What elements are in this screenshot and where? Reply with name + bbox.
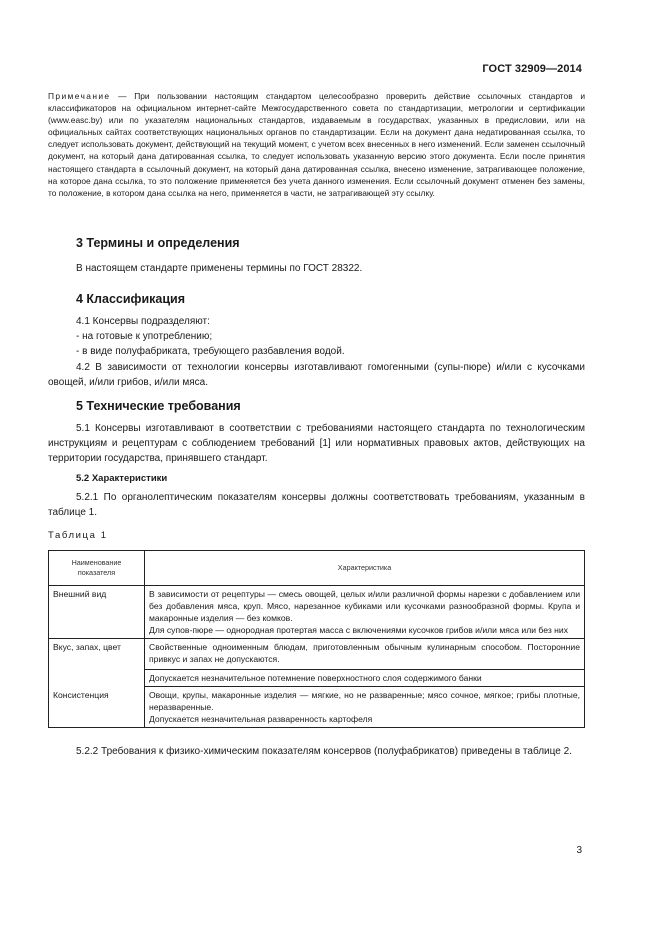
clause-5-2-2: 5.2.2 Требования к физико-химическим показателям консервов (полуфабрикатов) приведены в таблице 2. [76,746,572,757]
column-header-name: Наименование показателя [49,551,145,586]
table-row [49,639,585,670]
column-header-value: Характеристика [145,551,585,586]
clause-5-2-1: 5.2.1 По органолептическим показателям консервы должны соответствовать требованиям, указанным в таблице 1. [48,492,585,519]
row-label-consistency: Консистенция [49,687,145,728]
section-4-title: 4 Классификация [76,292,186,306]
table-1 [48,550,585,728]
clause-4-1: 4.1 Консервы подразделяют: [76,316,210,327]
section-3-text: В настоящем стандарте применены термины по ГОСТ 28322. [76,263,363,274]
page-number: 3 [576,845,582,856]
row-label-appearance: Внешний вид [49,586,145,639]
table-row [49,687,585,728]
standard-code: ГОСТ 32909—2014 [482,63,582,75]
section-4-body [48,314,585,390]
section-5-title: 5 Технические требования [76,399,241,413]
note-text: — При пользовании настоящим стандартом целесообразно проверить действие ссылочных стандартов и классификаторов на официальном интернет-сайте Межгосударственного совета по стандартизации, метрологии и сертификации (www.easc.by) или по указателям национальных стандартов, издаваемым в государствах, указанных в предисловии, или на официальных сайтах соответствующих национальных органов по стандартизации. Если на документ дана недатированная ссылка, то следует использовать документ, действующий на текущий момент, с учетом всех внесенных в него изменений. Если заменен ссылочный документ, на который дана датированная ссылка, то следует использовать указанную версию этого документа. Если после принятия настоящего стандарта в ссылочный документ, на который дана датированная ссылка, внесено изменение, затрагивающее положение, на которое дана ссылка, то это положение применяется без учета данного изменения. Если ссылочный документ отменен без замены, то положение, в котором дана ссылка на него, применяется в части, не затрагивающей эту ссылку. [48,91,585,198]
clause-4-1-item-2: - в виде полуфабриката, требующего разбавления водой. [76,346,345,358]
row-value-taste: Свойственные одноименным блюдам, приготовленным обычным кулинарным способом. Посторонние привкус и запах не допускаются. [145,639,585,670]
clause-4-2: 4.2 В зависимости от технологии консервы изготавливают гомогенными (супы-пюре) и/или с кусочками овощей, и/или грибов, и/или мяса. [48,361,585,388]
clause-5-2-title: 5.2 Характеристики [76,473,168,484]
appearance-text-1: В зависимости от рецептуры — смесь овощей, целых и/или различной формы нарезки с добавлением или без добавления мяса, круп. Мясо, нарезанное кубиками или кусочками разнообразной формы. Крупа и макаронные изделия — без комков. [149,589,580,623]
consistency-text-1: Овощи, крупы, макаронные изделия — мягкие, но не разваренные; мясо сочное, мягкое; грибы плотные, неразваренные. [149,690,580,712]
consistency-text-2: Допускается незначительная разваренность картофеля [149,714,373,724]
appearance-text-2: Для супов-пюре — однородная протертая масса с включениями кусочков грибов и/или мяса или без них [149,625,568,635]
row-value-taste-note: Допускается незначительное потемнение поверхностного слоя содержимого банки [145,670,585,687]
row-value-consistency [145,687,585,728]
table-1-caption: Таблица 1 [48,530,108,541]
section-3-title: 3 Термины и определения [76,236,240,250]
clause-5-1: 5.1 Консервы изготавливают в соответствии с требованиями настоящего стандарта по технологическим инструкциям и рецептурам с соблюдением требований [1] или нормативных правовых актов, действующих на территории государства, принявшего стандарт. [48,423,585,465]
note-label: Примечание [48,91,111,101]
row-value-appearance [145,586,585,639]
clause-4-1-item-1: - на готовые к употреблению; [76,331,213,343]
row-label-taste: Вкус, запах, цвет [49,639,145,687]
table-row [49,586,585,639]
table-header-row [49,551,585,586]
reference-note [48,90,585,199]
